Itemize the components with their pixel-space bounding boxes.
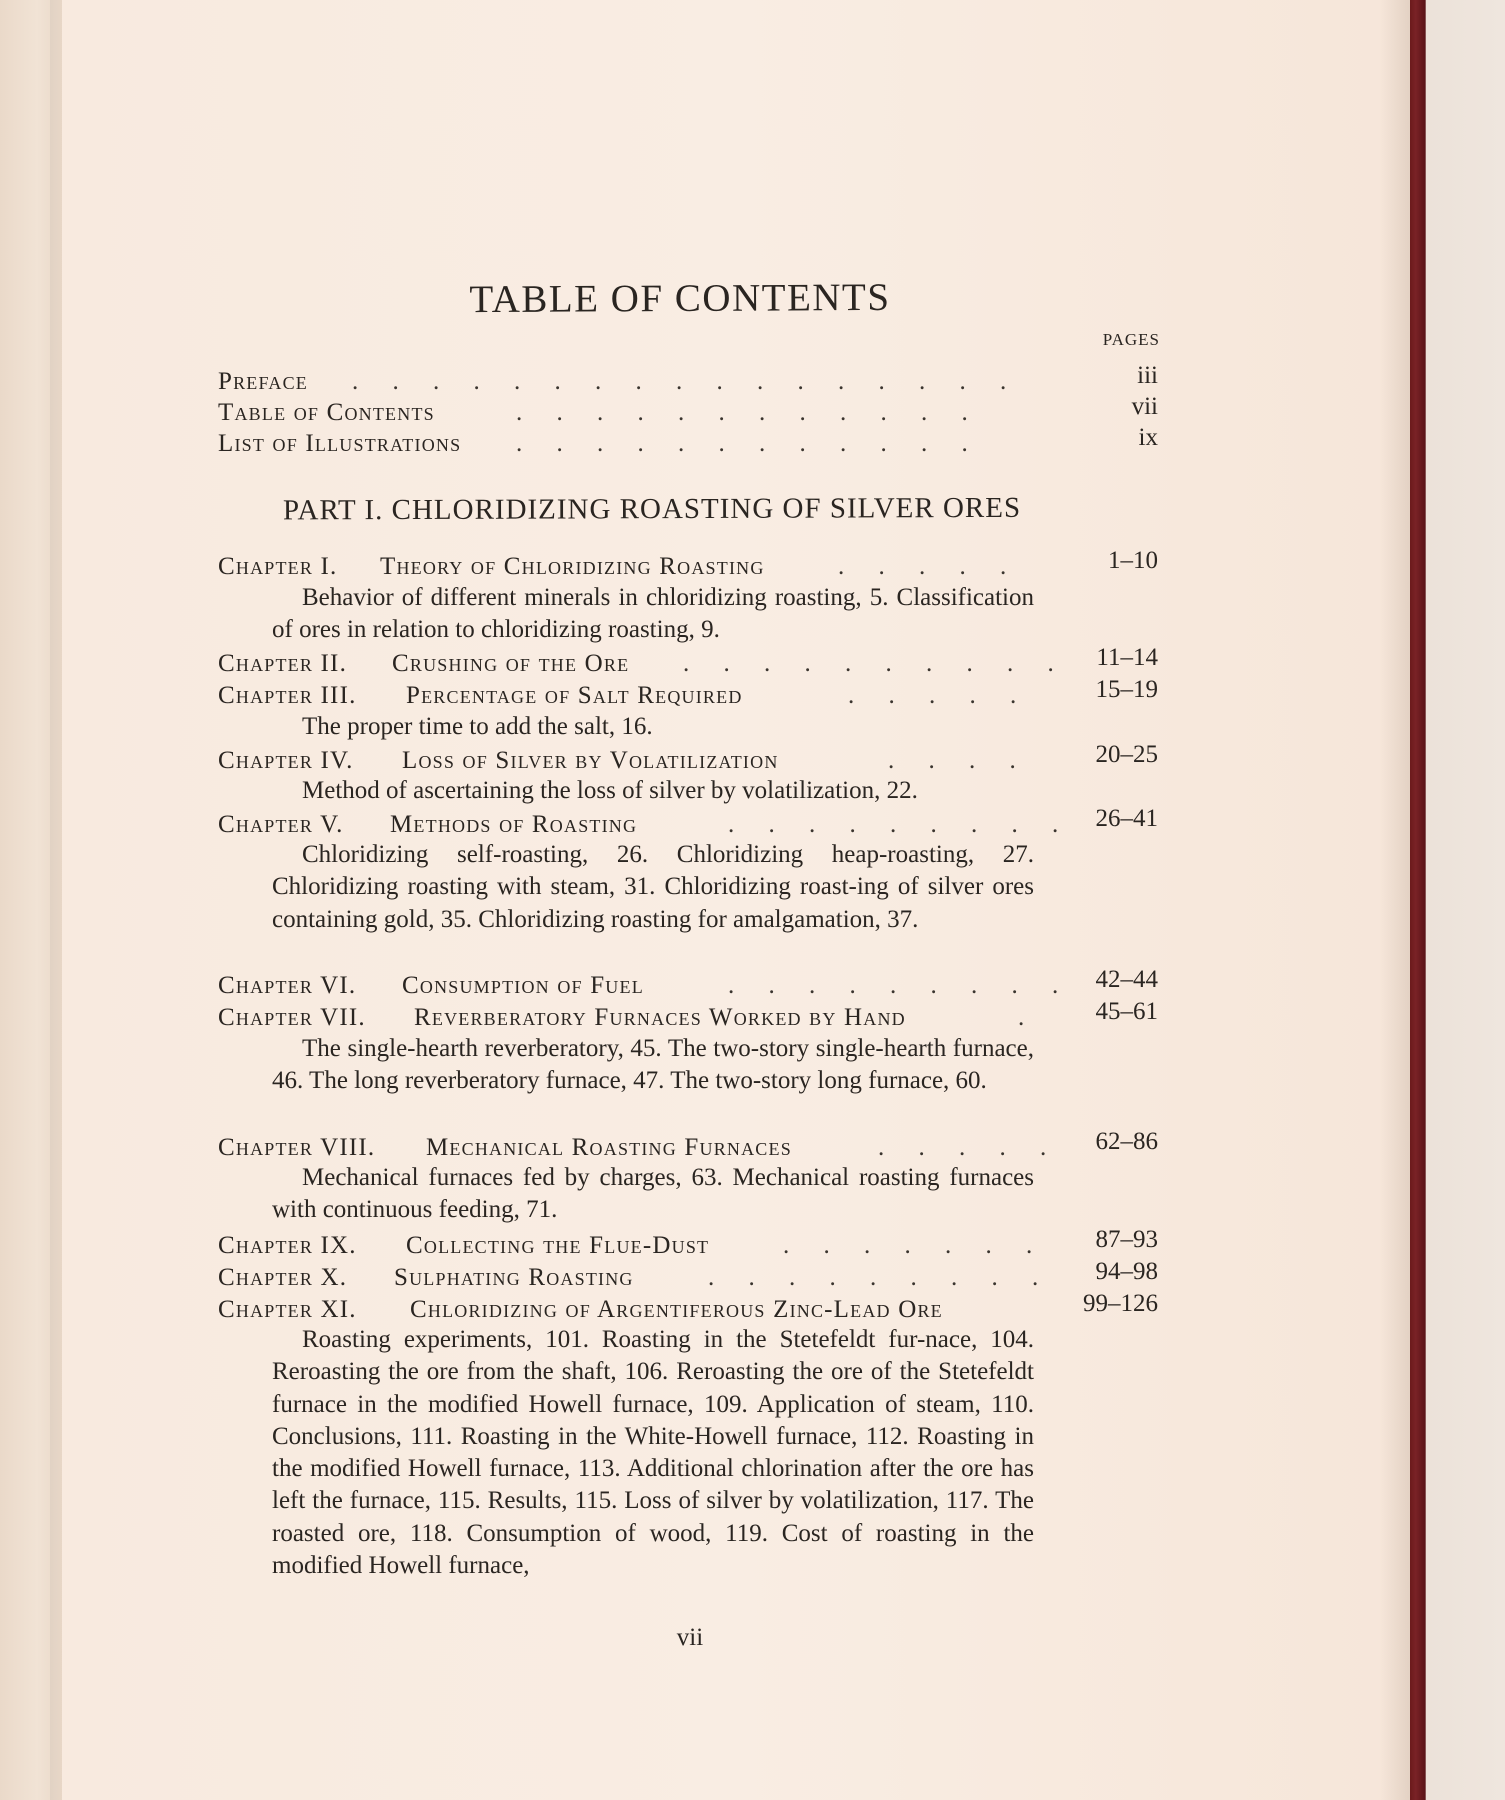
chapter-title: Theory of Chloridizing Roasting [380, 553, 765, 580]
entry-pages: vii [1131, 393, 1158, 420]
page-number: vii [676, 1624, 704, 1651]
entry-label: Preface [218, 368, 308, 395]
dot-leader: . . . . . . . . . [708, 1264, 1053, 1291]
chapter-number: Chapter IX. [218, 1232, 357, 1259]
toc-entry-table-of-contents [218, 393, 1158, 431]
chapter-pages: 62–86 [1095, 1128, 1158, 1155]
chapter-number: Chapter IV. [218, 747, 354, 774]
toc-entry-chapter-3 [218, 676, 1158, 714]
dot-leader: . . . . . . . . . [728, 811, 1073, 838]
chapter-pages: 45–61 [1095, 998, 1158, 1025]
dot-leader: . . . . . [838, 553, 1021, 580]
dot-leader: . . . . . . . . . . . . [516, 399, 982, 426]
chapter-pages: 94–98 [1095, 1258, 1158, 1285]
chapter-pages: 42–44 [1095, 966, 1158, 993]
chapter-title: Methods of Roasting [390, 811, 638, 838]
chapter-title: Consumption of Fuel [402, 972, 644, 999]
entry-pages: ix [1138, 424, 1158, 451]
entry-pages: iii [1137, 362, 1158, 389]
chapter-pages: 26–41 [1095, 805, 1158, 832]
chapter-title: Chloridizing of Argentiferous Zinc-Lead Ore [410, 1296, 943, 1323]
chapter-number: Chapter III. [218, 682, 357, 709]
chapter-number: Chapter X. [218, 1264, 348, 1291]
toc-entry-list-of-illustrations [218, 424, 1158, 462]
chapter-title: Reverberatory Furnaces Worked by Hand [414, 1004, 906, 1031]
dot-leader: . . . . . . . . . [728, 972, 1073, 999]
chapter-pages: 1–10 [1108, 547, 1158, 574]
chapter-description: Mechanical furnaces fed by charges, 63. Mechanical roasting furnaces with continuous feeding, 71. [272, 1164, 1034, 1224]
toc-entry-chapter-6 [218, 966, 1158, 1004]
chapter-title: Percentage of Salt Required [406, 682, 743, 709]
toc-entry-chapter-1 [218, 547, 1158, 585]
chapter-number: Chapter VII. [218, 1004, 366, 1031]
chapter-pages: 11–14 [1096, 644, 1158, 671]
dot-leader: . . . . . [878, 1134, 1061, 1161]
chapter-description: Chloridizing self-roasting, 26. Chloridizing heap-roasting, 27. Chloridizing roasting with steam, 31. Chloridizing roast-ing of silver ores containing gold, 35. Chloridizing roasting for amalgamation, 37. [272, 841, 1034, 933]
chapter-number: Chapter V. [218, 811, 344, 838]
dot-leader: . . . . [888, 747, 1030, 774]
chapter-title: Collecting the Flue-Dust [406, 1232, 710, 1259]
dot-leader: . . . . . . . [783, 1232, 1047, 1259]
chapter-pages: 87–93 [1095, 1226, 1158, 1253]
dot-leader: . . . . . [848, 682, 1031, 709]
toc-entry-preface [218, 362, 1158, 400]
chapter-title: Mechanical Roasting Furnaces [426, 1134, 792, 1161]
chapter-description: Method of ascertaining the loss of silver by volatilization, 22. [302, 777, 918, 804]
chapter-number: Chapter XI. [218, 1296, 357, 1323]
part-heading: PART I. CHLORIDIZING ROASTING OF SILVER ORES [282, 491, 1022, 527]
chapter-title: Crushing of the Ore [392, 650, 630, 677]
chapter-number: Chapter II. [218, 650, 348, 677]
toc-entry-chapter-7 [218, 998, 1158, 1036]
dot-leader: . . . . . . . . . . [683, 650, 1068, 677]
chapter-pages: 20–25 [1095, 741, 1158, 768]
chapter-description: Roasting experiments, 101. Roasting in the Stetefeldt fur-nace, 104. Reroasting the ore from the shaft, 106. Reroasting the ore of the Stetefeldt furnace in the modified Howell furnace, 109. Application of steam, 110. Conclusions, 111. Roasting in the White-Howell furnace, 112. Roasting in the modified Howell furnace, 113. Additional chlorination after the ore has left the furnace, 115. Results, 115. Loss of silver by volatilization, 117. The roasted ore, 118. Consumption of wood, 119. Cost of roasting in the modified Howell furnace, [272, 1326, 1034, 1580]
chapter-title: Sulphating Roasting [394, 1264, 634, 1291]
chapter-description: Behavior of different minerals in chloridizing roasting, 5. Classification of ores in relation to chloridizing roasting, 9. [272, 584, 1034, 644]
chapter-pages: 99–126 [1083, 1290, 1158, 1317]
dot-leader: . . . . . . . . . . . . . . . . . [352, 368, 1021, 395]
chapter-number: Chapter I. [218, 553, 338, 580]
chapter-description: The proper time to add the salt, 16. [302, 713, 653, 740]
chapter-number: Chapter VI. [218, 972, 357, 999]
chapter-number: Chapter VIII. [218, 1134, 376, 1161]
entry-label: Table of Contents [218, 399, 435, 426]
entry-label: List of Illustrations [218, 430, 462, 457]
toc-entry-chapter-10 [218, 1258, 1158, 1296]
dot-leader: . [1018, 1004, 1039, 1031]
toc-entry-chapter-2 [218, 644, 1158, 682]
toc-entry-chapter-9 [218, 1226, 1158, 1264]
pages-column-heading: PAGES [1102, 330, 1160, 349]
chapter-description: The single-hearth reverberatory, 45. The two-story single-hearth furnace, 46. The long reverberatory furnace, 47. The two-story long furnace, 60. [272, 1035, 1034, 1095]
chapter-pages: 15–19 [1095, 676, 1158, 703]
dot-leader: . . . . . . . . . . . . [516, 430, 982, 457]
page-title: TABLE OF CONTENTS [469, 275, 891, 322]
chapter-title: Loss of Silver by Volatilization [402, 747, 779, 774]
